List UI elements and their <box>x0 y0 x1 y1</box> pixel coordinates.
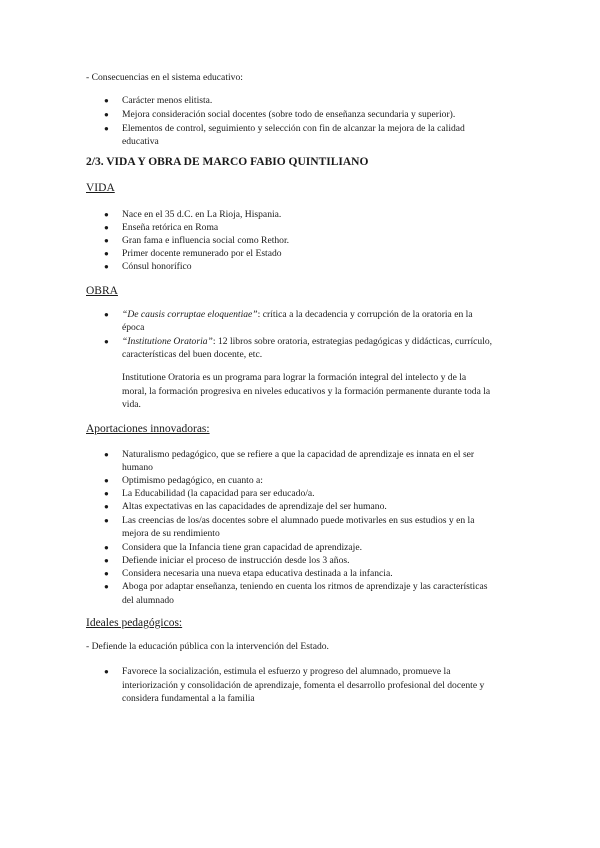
paragraph-line: Institutione Oratoria es un programa para lograr la formación integral del intelecto y de la <box>122 372 467 383</box>
list-item: Favorece la socialización, estimula el esfuerzo y progreso del alumnado, promueve la <box>122 666 451 677</box>
list-item-continuation: considera fundamental a la familia <box>122 693 255 704</box>
work-title: “Institutione Oratoria” <box>122 336 213 347</box>
work-title: “De causis corruptae eloquentiae” <box>122 309 258 320</box>
list-item: Mejora consideración social docentes (sobre todo de enseñanza secundaria y superior). <box>122 109 456 120</box>
list-item: Elementos de control, seguimiento y selección con fin de alcanzar la mejora de la calidad <box>122 123 465 134</box>
work-description: : 12 libros sobre oratoria, estrategias pedagógicas y didácticas, currículo, <box>212 336 493 347</box>
bullet-icon: ● <box>104 450 109 459</box>
list-item-continuation: mejora de su rendimiento <box>122 528 220 539</box>
vida-title: VIDA <box>86 182 115 194</box>
list-item <box>122 309 473 321</box>
bullet-icon: ● <box>104 516 109 525</box>
ideales-intro: - Defiende la educación pública con la intervención del Estado. <box>86 641 329 652</box>
paragraph-line: moral, la formación progresiva en niveles educativos y la formación permanente durante toda la <box>122 386 491 397</box>
bullet-icon: ● <box>104 489 109 498</box>
list-item: Cónsul honorífico <box>122 261 192 272</box>
bullet-icon: ● <box>104 210 109 219</box>
list-item: Considera que la Infancia tiene gran capacidad de aprendizaje. <box>122 542 362 553</box>
list-item: Defiende iniciar el proceso de instrucción desde los 3 años. <box>122 555 350 566</box>
paragraph-line: vida. <box>122 399 141 410</box>
list-item-continuation: época <box>122 322 145 333</box>
bullet-icon: ● <box>104 249 109 258</box>
list-item: Carácter menos elitista. <box>122 95 213 106</box>
list-item: Enseña retórica en Roma <box>122 222 219 233</box>
bullet-icon: ● <box>104 110 109 119</box>
obra-title: OBRA <box>86 285 118 297</box>
list-item: La Educabilidad (la capacidad para ser educado/a. <box>122 488 315 499</box>
bullet-icon: ● <box>104 236 109 245</box>
list-item: Las creencias de los/as docentes sobre el alumnado puede motivarles en sus estudios y en la <box>122 515 475 526</box>
list-item: Aboga por adaptar enseñanza, teniendo en cuenta los ritmos de aprendizaje y las características <box>122 581 488 592</box>
list-item: Gran fama e influencia social como Rethor. <box>122 235 290 246</box>
bullet-icon: ● <box>104 262 109 271</box>
list-item: Primer docente remunerado por el Estado <box>122 248 282 259</box>
aportaciones-title: Aportaciones innovadoras: <box>86 423 210 435</box>
bullet-icon: ● <box>104 337 109 346</box>
list-item: Altas expectativas en las capacidades de aprendizaje del ser humano. <box>122 501 387 512</box>
bullet-icon: ● <box>104 556 109 565</box>
intro-line: - Consecuencias en el sistema educativo: <box>86 72 243 83</box>
bullet-icon: ● <box>104 476 109 485</box>
list-item-continuation: características del buen docente, etc. <box>122 349 263 360</box>
bullet-icon: ● <box>104 96 109 105</box>
list-item: Nace en el 35 d.C. en La Rioja, Hispania. <box>122 209 282 220</box>
ideales-title: Ideales pedagógicos: <box>86 617 183 629</box>
list-item: Optimismo pedagógico, en cuanto a: <box>122 475 263 486</box>
bullet-icon: ● <box>104 502 109 511</box>
list-item: Naturalismo pedagógico, que se refiere a que la capacidad de aprendizaje es innata en el ser <box>122 449 475 460</box>
bullet-icon: ● <box>104 543 109 552</box>
list-item-continuation: educativa <box>122 136 159 147</box>
list-item: Considera necesaria una nueva etapa educativa destinada a la infancia. <box>122 568 393 579</box>
bullet-icon: ● <box>104 124 109 133</box>
bullet-icon: ● <box>104 569 109 578</box>
section-heading: 2/3. VIDA Y OBRA DE MARCO FABIO QUINTILIANO <box>86 156 369 168</box>
list-item-continuation: humano <box>122 462 153 473</box>
bullet-icon: ● <box>104 582 109 591</box>
work-description: : crítica a la decadencia y corrupción de la oratoria en la <box>257 309 473 320</box>
list-item-continuation: interiorización y consolidación de aprendizaje, fomenta el desarrollo profesional del docente y <box>122 680 485 691</box>
bullet-icon: ● <box>104 667 109 676</box>
list-item <box>122 336 492 348</box>
bullet-icon: ● <box>104 223 109 232</box>
list-item-continuation: del alumnado <box>122 595 174 606</box>
bullet-icon: ● <box>104 310 109 319</box>
